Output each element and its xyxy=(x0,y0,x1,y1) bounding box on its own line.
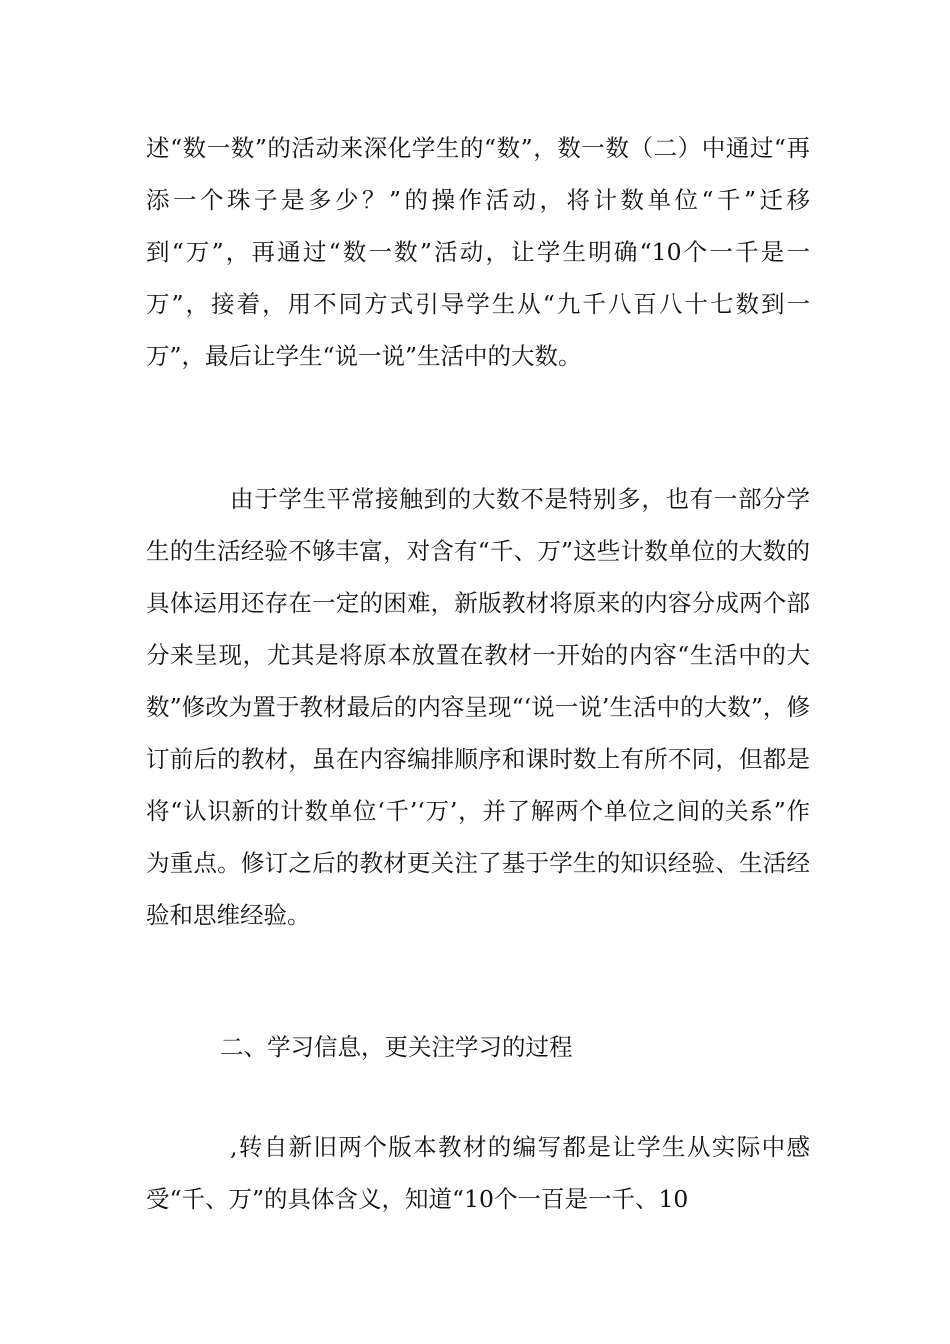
section-heading-learning-process: 二、学习信息，更关注学习的过程 xyxy=(220,1033,573,1061)
paragraph-textbook-revision: 由于学生平常接触到的大数不是特别多，也有一部分学生的生活经验不够丰富，对含有“千、万”这些计数单位的大数的具体运用还存在一定的困难，新版教材将原来的内容分成两个部分来呈现，尤其是将原本放置在教材一开始的内容“生活中的大数”修改为置于教材最后的内容呈现“‘说一说’生活中的大数”，修订前后的教材，虽在内容编排顺序和课时数上有所不同，但都是将“认识新的计数单位‘千’‘万’，并了解两个单位之间的关系”作为重点。修订之后的教材更关注了基于学生的知识经验、生活经验和思维经验。 xyxy=(146,485,810,929)
paragraph-counting-activities: 述“数一数”的活动来深化学生的“数”，数一数（二）中通过“再添一个珠子是多少？”的操作活动，将计数单位“千”迁移到“万”，再通过“数一数”活动，让学生明确“10个一千是一万”，接着，用不同方式引导学生从“九千八百八十七数到一万”，最后让学生“说一说”生活中的大数。 xyxy=(146,134,810,370)
paragraph-textbook-comparison: ,转自新旧两个版本教材的编写都是让学生从实际中感受“千、万”的具体含义，知道“10个一百是一千、10 xyxy=(146,1133,810,1213)
